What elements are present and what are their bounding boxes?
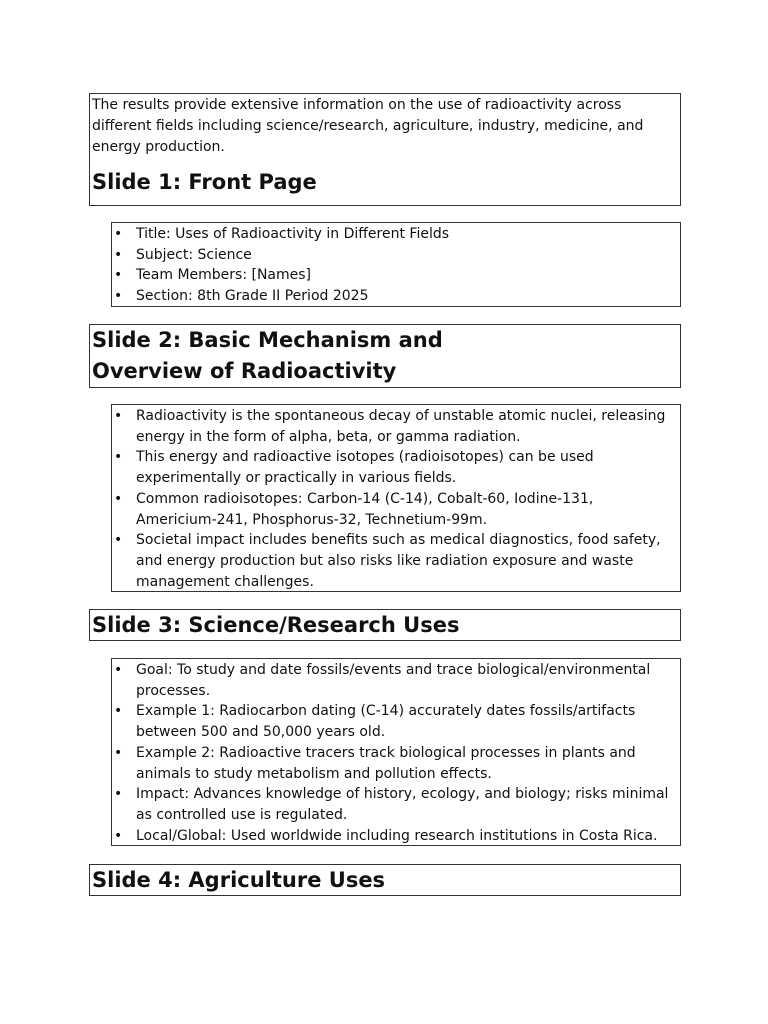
- slide3-heading-box: [89, 609, 681, 641]
- slide2-list-box: [111, 404, 681, 592]
- list-item: • Common radioisotopes: Carbon-14 (C-14), Cobalt-60, Iodine-131, Americium-241, Phosphorus-32, Technetium-99m.: [112, 489, 680, 530]
- list-item: • Section: 8th Grade II Period 2025: [112, 286, 680, 307]
- slide4-heading: Slide 4: Agriculture Uses: [92, 868, 386, 892]
- list-item: • Example 2: Radioactive tracers track biological processes in plants and animals to study metabolism and pollution effects.: [112, 743, 680, 784]
- slide3-list: [112, 659, 680, 846]
- slide1-list: [112, 223, 680, 307]
- intro-paragraph: The results provide extensive information on the use of radioactivity across different fields including science/research, agriculture, industry, medicine, and energy production.: [92, 97, 644, 155]
- list-item: • Team Members: [Names]: [112, 265, 680, 286]
- list-item: • Local/Global: Used worldwide including research institutions in Costa Rica.: [112, 826, 680, 847]
- list-item: • Example 1: Radiocarbon dating (C-14) accurately dates fossils/artifacts between 500 and 50,000 years old.: [112, 701, 680, 742]
- slide1-heading: Slide 1: Front Page: [92, 170, 317, 194]
- list-item: • Societal impact includes benefits such as medical diagnostics, food safety, and energy production but also risks like radiation exposure and waste management challenges.: [112, 530, 680, 592]
- slide2-heading: Slide 2: Basic Mechanism and Overview of Radioactivity: [92, 328, 443, 383]
- list-item: • Title: Uses of Radioactivity in Different Fields: [112, 224, 680, 245]
- slide2-list: [112, 405, 680, 592]
- slide3-heading: Slide 3: Science/Research Uses: [92, 613, 460, 637]
- list-item: • Radioactivity is the spontaneous decay of unstable atomic nuclei, releasing energy in the form of alpha, beta, or gamma radiation.: [112, 406, 680, 447]
- slide3-list-box: [111, 658, 681, 846]
- slide2-heading-box: [89, 324, 681, 388]
- list-item: • Impact: Advances knowledge of history, ecology, and biology; risks minimal as controlled use is regulated.: [112, 784, 680, 825]
- list-item: • Subject: Science: [112, 245, 680, 266]
- list-item: • Goal: To study and date fossils/events and trace biological/environmental processes.: [112, 660, 680, 701]
- list-item: • This energy and radioactive isotopes (radioisotopes) can be used experimentally or practically in various fields.: [112, 447, 680, 488]
- slide4-heading-box: [89, 864, 681, 896]
- slide1-list-box: [111, 222, 681, 307]
- intro-section: [89, 93, 681, 206]
